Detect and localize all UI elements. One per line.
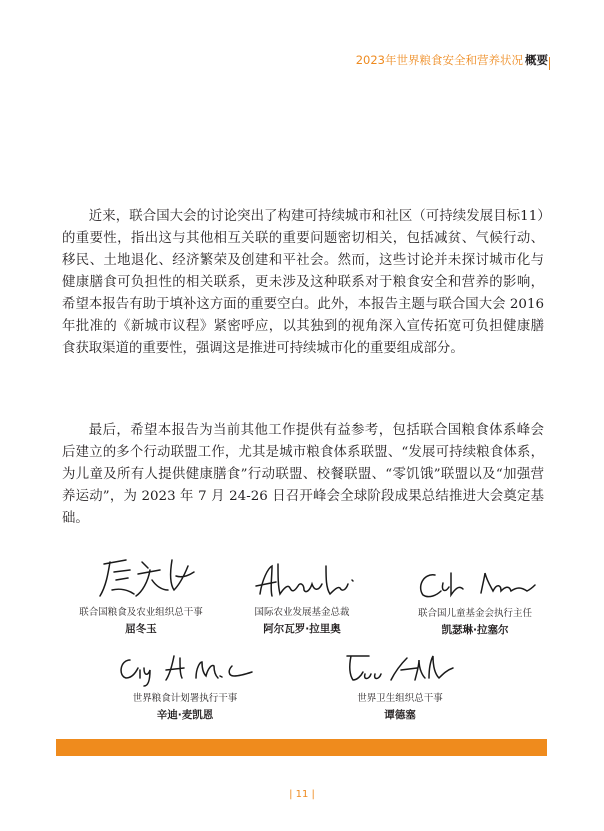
page-number-value: 11 [295,789,309,800]
handwritten-signature [76,550,206,602]
signature-block-wfp [100,650,270,722]
signatory-title: 世界粮食计划署执行干事 [132,693,238,704]
signature-block-who [325,650,475,722]
signatory-title: 联合国儿童基金会执行主任 [417,608,532,619]
running-header [356,52,548,68]
paragraph-1: 近来，联合国大会的讨论突出了构建可持续城市和社区（可持续发展目标11）的重要性，指出这与其他相互关联的重要问题密切相关，包括减贫、气候行动、移民、土地退化、经济繁荣及创建和平社会。然而，这些讨论并未探讨城市化与健康膳食可负担性的相关联系，更未涉及这种联系对于粮食安全和营养的影响，希望本报告有助于填补这方面的重要空白。此外，本报告主题与联合国大会 2016 年批准的《新城市议程》紧密呼应，以其独到的视角深入宣传拓宽可负担健康膳食获取渠道的重要性，强调这是推进可持续城市化的重要组成部分。 [62,209,544,356]
signature-block-fao [56,550,226,636]
signature-block-ifad [222,560,382,636]
signatory-title: 国际农业发展基金总裁 [254,607,350,618]
report-title: 2023年世界粮食安全和营养状况 [355,53,523,67]
signatory-title: 世界卫生组织总干事 [357,693,443,704]
signatory-name: 谭德塞 [384,709,416,721]
paragraph-2: 最后，希望本报告为当前其他工作提供有益参考，包括联合国粮食体系峰会后建立的多个行动联盟工作，尤其是城市粮食体系联盟、“发展可持续粮食体系，为儿童及所有人提供健康膳食”行动联盟、校餐联盟、“零饥饿”联盟以及“加强营养运动”，为 2023 年 7 月 24-26 日召开峰会全球阶段成果总结推进大会奠定基础。 [62,423,544,526]
handwritten-signature [405,565,545,603]
handwritten-signature [242,560,362,602]
signatory-name: 阿尔瓦罗·拉里奥 [263,623,341,635]
signatory-name: 屈冬玉 [125,623,157,635]
signatory-name: 辛迪·麦凯恩 [156,709,214,721]
page-number: | 11 | [289,789,315,800]
handwritten-signature [335,650,465,688]
header-rule [549,57,550,70]
footer-accent-bar [56,739,547,756]
signatory-name: 凯瑟琳·拉塞尔 [441,624,509,636]
handwritten-signature [110,650,260,688]
section-label: 概要 [525,53,548,67]
signatory-title: 联合国粮食及农业组织总干事 [79,607,203,618]
signature-block-unicef [390,565,560,637]
